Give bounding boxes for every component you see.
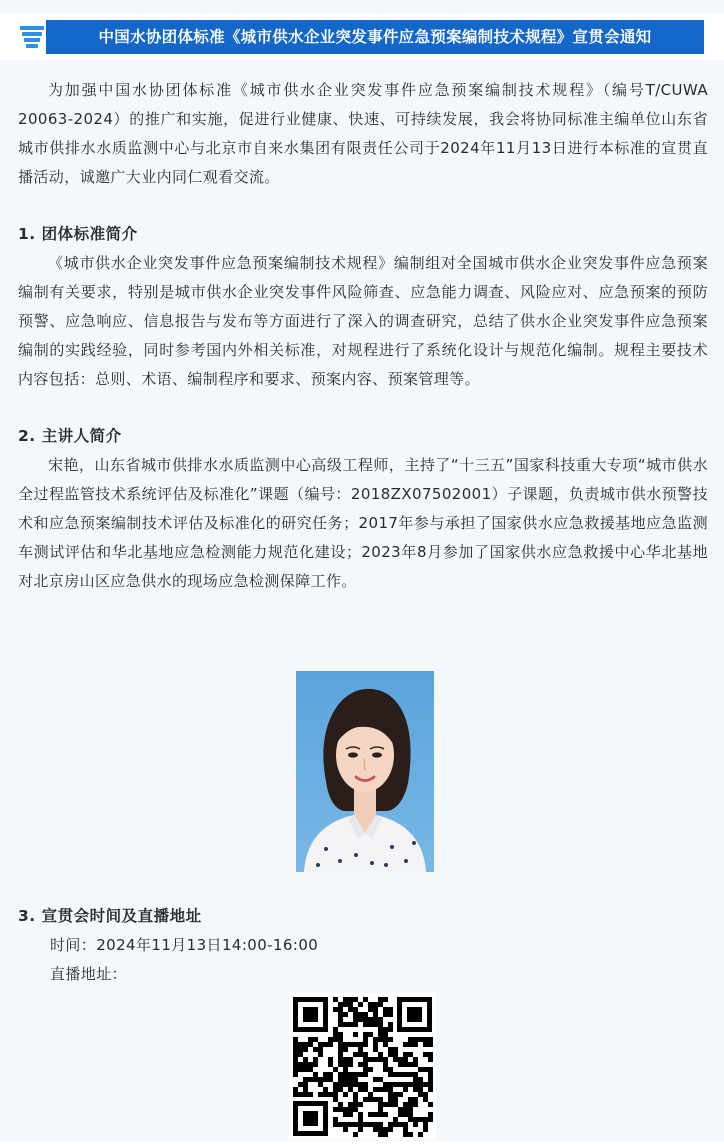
section-3-heading: 3. 宣贯会时间及直播地址 [18,907,202,925]
livestream-qr-code[interactable] [289,993,436,1140]
title-banner [0,14,724,60]
lines-icon [20,26,44,48]
livestream-address-label: 直播地址： [50,965,128,983]
section-1-paragraph: 《城市供水企业突发事件应急预案编制技术规程》编制组对全国城市供水企业突发事件应急预案编制有关要求，特别是城市供水企业突发事件风险筛查、应急能力调查、风险应对、应急预案的预防预警、应急响应、信息报告与发布等方面进行了深入的调查研究，总结了供水企业突发事件应急预案编制的实践经验，同时参考国内外相关标准，对规程进行了系统化设计与规范化编制。规程主要技术内容包括：总则、术语、编制程序和要求、预案内容、预案管理等。 [18,254,708,388]
section-2-paragraph: 宋艳，山东省城市供排水水质监测中心高级工程师，主持了“十三五”国家科技重大专项“城市供水全过程监管技术系统评估及标准化”课题（编号：2018ZX07502001）子课题，负责城市供水预警技术和应急预案编制技术评估及标准化的研究任务；2017年参与承担了国家供水应急救援基地应急监测车测试评估和华北基地应急检测能力规范化建设；2023年8月参加了国家供水应急救援中心华北基地对北京房山区应急供水的现场应急检测保障工作。 [18,456,708,590]
page-title: 中国水协团体标准《城市供水企业突发事件应急预案编制技术规程》宣贯会通知 [46,20,704,54]
intro-paragraph: 为加强中国水协团体标准《城市供水企业突发事件应急预案编制技术规程》（编号T/CUWA 20063-2024）的推广和实施，促进行业健康、快速、可持续发展，我会将协同标准主编单位山东省城市供排水水质监测中心与北京市自来水集团有限责任公司于2024年11月13日进行本标准的宣贯直播活动，诚邀广大业内同仁观看交流。 [18,81,708,186]
section-2-heading: 2. 主讲人简介 [18,427,122,445]
section-3 [18,902,708,989]
section-1-heading: 1. 团体标准简介 [18,225,138,243]
speaker-photo [296,671,434,872]
article-body [18,66,708,596]
event-time: 时间：2024年11月13日14:00-16:00 [50,936,319,954]
